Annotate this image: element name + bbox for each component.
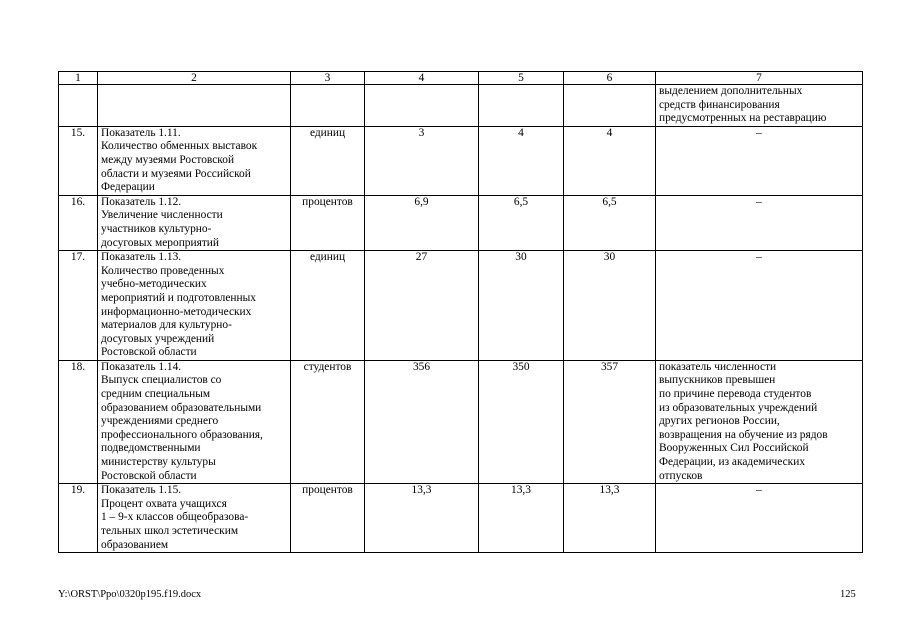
row-number-cell: 16. xyxy=(59,195,98,250)
unit-cell: процентов xyxy=(291,484,365,553)
note-line: Вооруженных Сил Российской xyxy=(659,442,809,455)
note-line: возвращения на обучение из рядов xyxy=(659,428,828,441)
unit-cell: единиц xyxy=(291,126,365,195)
continuation-v6-cell xyxy=(564,85,656,127)
note-line: выпускников превышен xyxy=(659,374,776,387)
description-line: Показатель 1.15. xyxy=(101,484,182,497)
continuation-note-cell xyxy=(656,85,863,127)
footer-file-path: Y:\ORST\Ppo\0320p195.f19.docx xyxy=(58,589,202,600)
header-cell-5: 5 xyxy=(479,72,564,85)
description-line: участников культурно- xyxy=(101,222,212,235)
value-cell-4: 356 xyxy=(365,360,479,483)
description-line: Показатель 1.13. xyxy=(101,251,182,264)
description-line: материалов для культурно- xyxy=(101,319,232,332)
header-cell-4: 4 xyxy=(365,72,479,85)
note-line: других регионов России, xyxy=(659,415,780,428)
note-cell xyxy=(656,360,863,483)
description-line: профессионального образования, xyxy=(101,428,263,441)
table-row xyxy=(59,126,863,195)
value-cell-4: 13,3 xyxy=(365,484,479,553)
dash-placeholder: – xyxy=(756,484,762,497)
value-cell-6: 6,5 xyxy=(564,195,656,250)
row-number-cell: 18. xyxy=(59,360,98,483)
description-line: Показатель 1.11. xyxy=(101,126,181,139)
description-line: учебно-методических xyxy=(101,278,207,291)
indicator-description-cell xyxy=(98,360,291,483)
header-cell-1: 1 xyxy=(59,72,98,85)
description-line: информационно-методических xyxy=(101,305,252,318)
description-line: Показатель 1.12. xyxy=(101,195,182,208)
description-line: Ростовской области xyxy=(101,469,197,482)
continuation-num-cell xyxy=(59,85,98,127)
description-line: учреждениями среднего xyxy=(101,415,219,428)
table-row xyxy=(59,484,863,553)
description-line: Показатель 1.14. xyxy=(101,360,182,373)
description-line: Выпуск специалистов со xyxy=(101,374,222,387)
header-cell-3: 3 xyxy=(291,72,365,85)
value-cell-6: 357 xyxy=(564,360,656,483)
description-line: области и музеями Российской xyxy=(101,167,251,180)
table-row xyxy=(59,251,863,361)
dash-placeholder: – xyxy=(756,251,762,264)
indicator-description-cell xyxy=(98,251,291,361)
description-line: 1 – 9-х классов общеобразова- xyxy=(101,511,249,524)
unit-cell: процентов xyxy=(291,195,365,250)
note-line: по причине перевода студентов xyxy=(659,388,812,401)
description-line: мероприятий и подготовленных xyxy=(101,291,256,304)
row-number-cell: 15. xyxy=(59,126,98,195)
continuation-row xyxy=(59,85,863,127)
value-cell-5: 30 xyxy=(479,251,564,361)
continuation-v4-cell xyxy=(365,85,479,127)
description-line: между музеями Ростовской xyxy=(101,153,235,166)
description-line: образованием xyxy=(101,538,169,551)
value-cell-4: 27 xyxy=(365,251,479,361)
row-number-cell: 17. xyxy=(59,251,98,361)
continuation-unit-cell xyxy=(291,85,365,127)
dash-placeholder: – xyxy=(756,126,762,139)
indicator-description-cell xyxy=(98,484,291,553)
note-line: предусмотренных на реставрацию xyxy=(659,112,827,125)
indicator-description-cell xyxy=(98,195,291,250)
description-line: Количество обменных выставок xyxy=(101,140,258,153)
dash-placeholder: – xyxy=(756,195,762,208)
note-cell xyxy=(656,126,863,195)
note-cell xyxy=(656,251,863,361)
description-line: Количество проведенных xyxy=(101,264,225,277)
note-line: отпусков xyxy=(659,469,703,482)
description-line: Ростовской области xyxy=(101,346,197,359)
continuation-desc-cell xyxy=(98,85,291,127)
note-line: средств финансирования xyxy=(659,98,780,111)
description-line: подведомственными xyxy=(101,442,201,455)
note-line: показатель численности xyxy=(659,360,777,373)
note-cell xyxy=(656,195,863,250)
value-cell-5: 350 xyxy=(479,360,564,483)
value-cell-4: 6,9 xyxy=(365,195,479,250)
value-cell-5: 4 xyxy=(479,126,564,195)
value-cell-6: 13,3 xyxy=(564,484,656,553)
footer-page-number: 125 xyxy=(840,589,856,600)
description-line: досуговых мероприятий xyxy=(101,236,219,249)
description-line: средним специальным xyxy=(101,388,211,401)
header-row xyxy=(59,72,863,85)
note-line: выделением дополнительных xyxy=(659,85,803,97)
description-line: Федерации xyxy=(101,181,155,194)
note-cell xyxy=(656,484,863,553)
description-line: министерству культуры xyxy=(101,456,216,469)
description-line: тельных школ эстетическим xyxy=(101,525,239,537)
indicator-description-cell xyxy=(98,126,291,195)
header-cell-2: 2 xyxy=(98,72,291,85)
indicators-table xyxy=(58,71,863,553)
header-cell-6: 6 xyxy=(564,72,656,85)
description-line: Увеличение численности xyxy=(101,209,223,222)
description-line: образованием образовательными xyxy=(101,401,262,414)
value-cell-4: 3 xyxy=(365,126,479,195)
unit-cell: студентов xyxy=(291,360,365,483)
note-line: из образовательных учреждений xyxy=(659,401,818,414)
value-cell-5: 13,3 xyxy=(479,484,564,553)
description-line: Процент охвата учащихся xyxy=(101,497,227,510)
value-cell-6: 30 xyxy=(564,251,656,361)
row-number-cell: 19. xyxy=(59,484,98,553)
value-cell-5: 6,5 xyxy=(479,195,564,250)
unit-cell: единиц xyxy=(291,251,365,361)
header-cell-7: 7 xyxy=(656,72,863,85)
table-row xyxy=(59,360,863,483)
continuation-v5-cell xyxy=(479,85,564,127)
description-line: досуговых учреждений xyxy=(101,332,215,345)
note-line: Федерации, из академических xyxy=(659,456,806,469)
table-row xyxy=(59,195,863,250)
value-cell-6: 4 xyxy=(564,126,656,195)
